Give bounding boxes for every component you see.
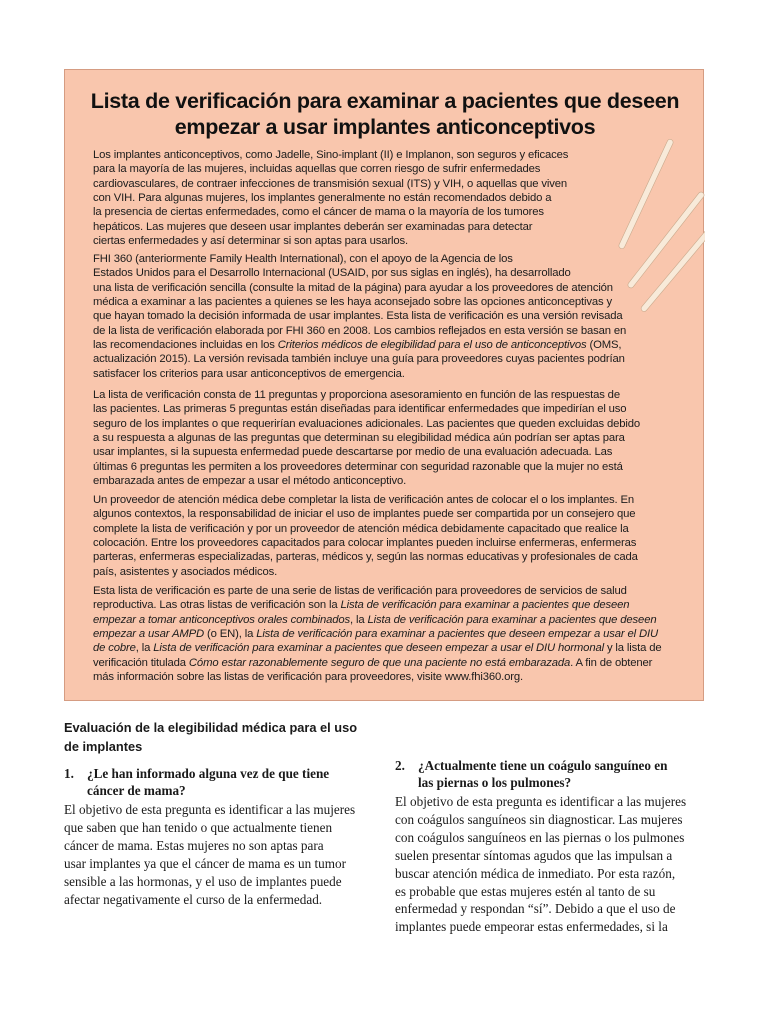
text-line: con coágulos sanguíneos sin diagnosticar. Las mujeres	[395, 811, 683, 827]
document-title-italic: Lista de verificación para examinar a pacientes que deseen empezar a usar el DIU hormonal	[153, 642, 604, 655]
text-line: las pacientes. Las primeras 5 preguntas están diseñadas para identificar enfermedades que impedirían el uso	[93, 403, 627, 416]
intro-paragraph	[93, 148, 568, 248]
text-line: con VIH. Para algunas mujeres, los implantes generalmente no están recomendados debido a	[93, 192, 552, 205]
text-line: colocación. Entre los proveedores capacitados para colocar implantes pueden incluirse enfermeras, enfermeras	[93, 537, 637, 550]
question-2	[395, 758, 715, 791]
text-line: sensible a las hormonas, y el uso de implantes puede	[64, 873, 342, 889]
title-line: empezar a usar implantes anticonceptivos	[174, 115, 596, 139]
fhi360-paragraph	[93, 252, 626, 381]
question-1	[64, 766, 374, 799]
text-line: complete la lista de verificación y por un proveedor de atención médica debidamente capacitado que realice la	[93, 522, 629, 535]
text-line: embarazada antes de empezar a usar el método anticonceptivo.	[93, 475, 407, 488]
question-2-explanation	[395, 793, 715, 936]
document-title-italic: empezar a usar AMPD	[93, 628, 204, 641]
text-line: La lista de verificación consta de 11 preguntas y proporciona asesoramiento en función de las respuestas de	[93, 389, 620, 401]
text-line: usar implantes ya que el cáncer de mama es un tumor	[64, 855, 346, 871]
text-line: Esta lista de verificación es parte de una serie de listas de verificación para proveedores de servicios de salud	[93, 585, 627, 597]
series-paragraph	[93, 584, 662, 684]
text-line: últimas 6 preguntas les permiten a los proveedores determinar con seguridad razonable que la mujer no está	[93, 460, 623, 473]
text-run: reproductiva. Las otras listas de verificación son la	[93, 599, 341, 612]
question-text: las piernas o los pulmones?	[418, 774, 572, 790]
text-line: implantes puede empeorar estas enfermedades, si la	[395, 919, 668, 935]
question-number: 2.	[395, 758, 405, 773]
text-line: El objetivo de esta pregunta es identificar a las mujeres	[64, 802, 356, 817]
heading-line: Evaluación de la elegibilidad médica para el uso	[64, 720, 358, 735]
document-title-italic: de cobre	[93, 642, 136, 655]
text-line: es probable que estas mujeres estén al tanto de su	[395, 883, 656, 899]
text-line: una lista de verificación sencilla (consulte la mitad de la página) para ayudar a los proveedores de atención	[93, 281, 613, 294]
text-line: FHI 360 (anteriormente Family Health International), con el apoyo de la Agencia de los	[93, 253, 513, 265]
text-line: médica a examinar a las pacientes a quienes se les haya aconsejado sobre las opciones anticonceptivas y	[93, 296, 612, 309]
text-run: las recomendaciones incluidas en los	[93, 339, 278, 352]
text-line: de la lista de verificación elaborada por FHI 360 en 2008. Los cambios reflejados en esta versión se basan en	[93, 324, 627, 337]
text-line	[93, 656, 662, 670]
heading-line: de implantes	[64, 739, 143, 754]
question-text: cáncer de mama?	[87, 782, 186, 798]
question-text: ¿Actualmente tiene un coágulo sanguíneo en	[418, 758, 668, 773]
text-line: actualización 2015). La versión revisada también incluye una guía para proveedores cuyas pacientes podrían	[93, 353, 625, 366]
text-run: verificación titulada	[93, 656, 189, 669]
text-line: Los implantes anticonceptivos, como Jadelle, Sino-implant (II) e Implanon, son seguros y eficaces	[93, 149, 569, 161]
document-title-italic: Criterios médicos de elegibilidad para el uso de anticonceptivos	[277, 339, 587, 352]
text-line: Un proveedor de atención médica debe completar la lista de verificación antes de colocar el o los implantes. En	[93, 494, 634, 506]
text-line: cardiovasculares, de contraer infecciones de transmisión sexual (ITS) y VIH, o aquellas que viven	[93, 177, 567, 190]
right-column	[395, 758, 715, 936]
document-title-italic: empezar a tomar anticonceptivos orales combinados	[93, 613, 351, 626]
text-line: más información sobre las listas de verificación para proveedores, visite www.fhi360.org.	[93, 671, 523, 684]
text-line: El objetivo de esta pregunta es identificar a las mujeres	[395, 794, 687, 809]
question-number: 1.	[64, 766, 74, 781]
text-line: enfermedad y respondan “sí”. Debido a que el uso de	[395, 901, 676, 917]
text-run: , la	[135, 642, 154, 655]
text-line: la presencia de ciertas enfermedades, como el cáncer de mama o la mayoría de los tumores	[93, 206, 544, 219]
document-title-italic: Lista de verificación para examinar a pacientes que deseen empezar a usar el DIU	[256, 628, 659, 641]
text-line: con coágulos sanguíneos en las piernas o los pulmones	[395, 829, 685, 845]
text-line: que saben que han tenido o que actualmente tienen	[64, 819, 333, 835]
text-line: afectar negativamente el curso de la enfermedad.	[64, 891, 323, 907]
text-line: parteras, enfermeras especializadas, parteras, médicos y, según las normas educativas y profesionales de cada	[93, 551, 638, 564]
section-heading	[64, 718, 374, 756]
question-1-explanation	[64, 801, 374, 908]
intro-box	[64, 69, 704, 701]
text-line: satisfacer los criterios para usar anticonceptivos de emergencia.	[93, 367, 405, 380]
text-line: Estados Unidos para el Desarrollo Internacional (USAID, por sus siglas en inglés), ha desarrollado	[93, 267, 571, 280]
left-column	[64, 718, 374, 908]
text-run: y la lista de	[603, 642, 662, 655]
text-run: (o EN), la	[204, 628, 257, 641]
text-line	[93, 627, 662, 641]
text-line: país, asistentes y asociados médicos.	[93, 565, 278, 578]
text-line	[93, 613, 662, 627]
text-line: a su respuesta a algunas de las preguntas que determinan su elegibilidad médica aún podrían ser aptas para	[93, 432, 625, 445]
text-run: . A fin de obtener	[570, 656, 653, 669]
provider-paragraph	[93, 493, 638, 579]
text-line: ciertas enfermedades y así determinar si son aptas para usarlos.	[93, 235, 409, 248]
text-line: cáncer de mama. Estas mujeres no son aptas para	[64, 837, 324, 853]
text-run: , la	[350, 613, 368, 626]
title-line: Lista de verificación para examinar a pacientes que deseen	[90, 89, 680, 113]
text-line: buscar atención médica de inmediato. Por esta razón,	[395, 865, 676, 881]
text-line: suelen presentar síntomas agudos que las impulsan a	[395, 847, 673, 863]
checklist-paragraph	[93, 388, 640, 488]
document-title-italic: Lista de verificación para examinar a pacientes que deseen	[367, 613, 657, 626]
document-title-italic: Cómo estar razonablemente seguro de que una paciente no está embarazada	[188, 656, 571, 669]
text-line	[93, 641, 662, 655]
text-line: para la mayoría de las mujeres, incluidas aquellas que corren riesgo de sufrir enfermedades	[93, 163, 541, 176]
document-title-italic: Lista de verificación para examinar a pacientes que deseen	[340, 599, 630, 612]
text-line: seguro de los implantes o que requerirían evaluaciones adicionales. Las pacientes que queden excluidas debido	[93, 417, 640, 430]
text-line	[93, 598, 662, 612]
text-line: usar implantes, si la supuesta enfermedad puede descartarse por medio de una evaluación adecuada. Las	[93, 446, 613, 459]
text-line: algunos contextos, la responsabilidad de iniciar el uso de implantes puede ser compartida por un consejero que	[93, 508, 636, 521]
text-run: (OMS,	[586, 339, 622, 352]
text-line: que hayan tomado la decisión informada de usar implantes. Esta lista de verificación es una versión revisada	[93, 310, 623, 323]
text-line: hepáticos. Las mujeres que deseen usar implantes deberán ser examinadas para detectar	[93, 220, 533, 233]
question-text: ¿Le han informado alguna vez de que tiene	[87, 766, 330, 781]
text-line	[93, 338, 626, 352]
